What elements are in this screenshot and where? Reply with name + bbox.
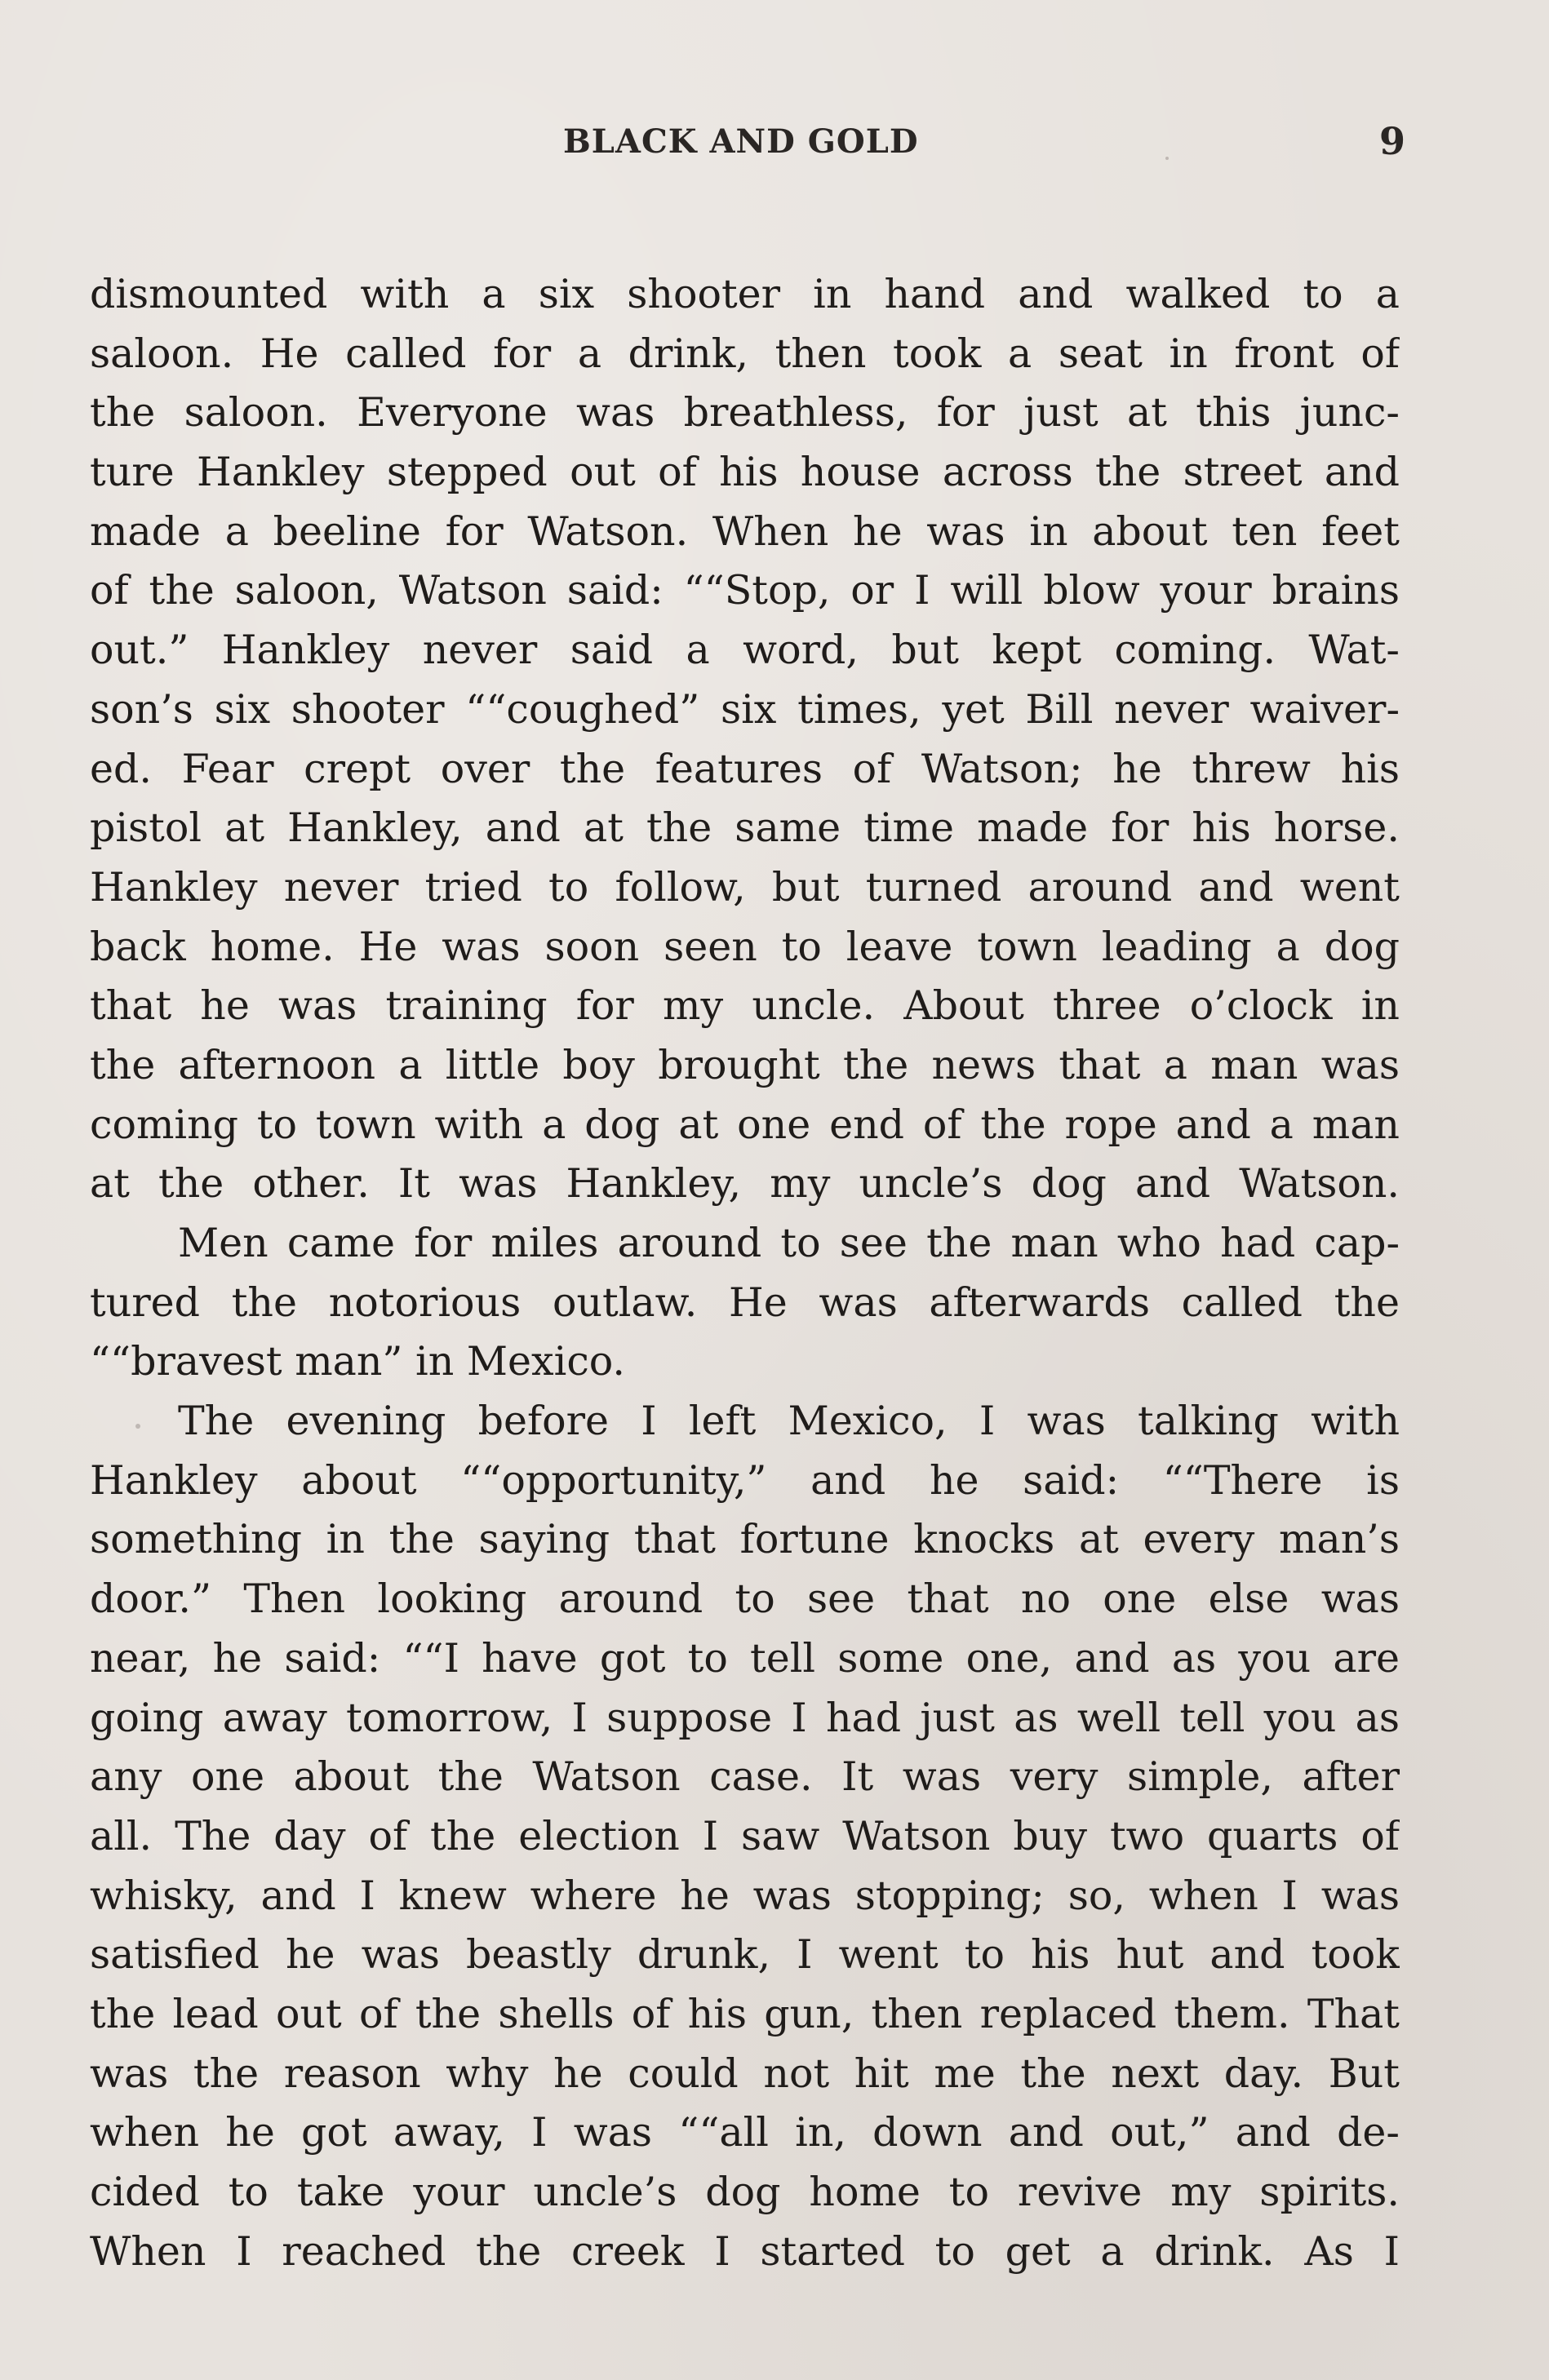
text-line: Hankley never tried to follow, but turned around and went (90, 863, 1400, 911)
paper-speck (135, 1424, 140, 1429)
text-line: tured the notorious outlaw. He was afterwards called the (90, 1279, 1400, 1326)
text-line: Men came for miles around to see the man who had cap- (178, 1220, 1400, 1266)
text-line: of the saloon, Watson said: ““Stop, or I will blow your brains (90, 567, 1400, 614)
text-line: that he was training for my uncle. About three o’clock in (90, 982, 1400, 1030)
text-line: the lead out of the shells of his gun, then replaced them. That (90, 1990, 1400, 2037)
text-line: back home. He was soon seen to leave town leading a dog (90, 923, 1400, 970)
text-line: pistol at Hankley, and at the same time made for his horse. (90, 804, 1400, 852)
text-line: ture Hankley stepped out of his house across the street and (90, 449, 1400, 496)
text-line: near, he said: ““I have got to tell some one, and as you are (90, 1634, 1400, 1682)
body-text (90, 265, 1400, 2281)
text-line: cided to take your uncle’s dog home to revive my spirits. (90, 2169, 1400, 2215)
text-line: saloon. He called for a drink, then took a seat in front of (90, 330, 1400, 377)
text-line: all. The day of the election I saw Watson buy two quarts of (90, 1812, 1400, 1859)
text-line: ed. Fear crept over the features of Watson; he threw his (90, 745, 1400, 792)
text-line: made a beeline for Watson. When he was in about ten feet (90, 507, 1400, 555)
text-line: going away tomorrow, I suppose I had just as well tell you as (90, 1694, 1400, 1741)
text-line: door.” Then looking around to see that no one else was (90, 1576, 1400, 1623)
text-line: something in the saying that fortune knocks at every man’s (90, 1516, 1400, 1563)
text-line: out.” Hankley never said a word, but kept coming. Wat- (90, 627, 1400, 674)
page-number: 9 (1379, 119, 1406, 163)
text-line: son’s six shooter ““coughed” six times, yet Bill never waiver- (90, 685, 1400, 733)
text-line: ““bravest man” in Mexico. (90, 1338, 625, 1385)
text-line: the saloon. Everyone was breathless, for just at this junc- (90, 389, 1400, 437)
text-line: dismounted with a six shooter in hand and walked to a (90, 271, 1400, 317)
text-line: coming to town with a dog at one end of the rope and a man (90, 1101, 1400, 1148)
text-line: the afternoon a little boy brought the news that a man was (90, 1041, 1400, 1088)
running-head (0, 119, 1549, 171)
text-line: Hankley about ““opportunity,” and he said: ““There is (90, 1456, 1400, 1504)
paper-speck (1165, 157, 1169, 160)
text-line: any one about the Watson case. It was very simple, after (90, 1753, 1400, 1801)
text-line: at the other. It was Hankley, my uncle’s dog and Watson. (90, 1160, 1400, 1208)
text-line: whisky, and I knew where he was stopping; so, when I was (90, 1872, 1400, 1919)
text-line: satisfied he was beastly drunk, I went to his hut and took (90, 1931, 1400, 1979)
text-line: The evening before I left Mexico, I was talking with (178, 1398, 1400, 1445)
text-line: when he got away, I was ““all in, down and out,” and de- (90, 2109, 1400, 2156)
text-line: When I reached the creek I started to get a drink. As I (90, 2227, 1400, 2275)
running-head-title: BLACK AND GOLD (563, 122, 919, 161)
text-line: was the reason why he could not hit me the next day. But (90, 2050, 1400, 2097)
